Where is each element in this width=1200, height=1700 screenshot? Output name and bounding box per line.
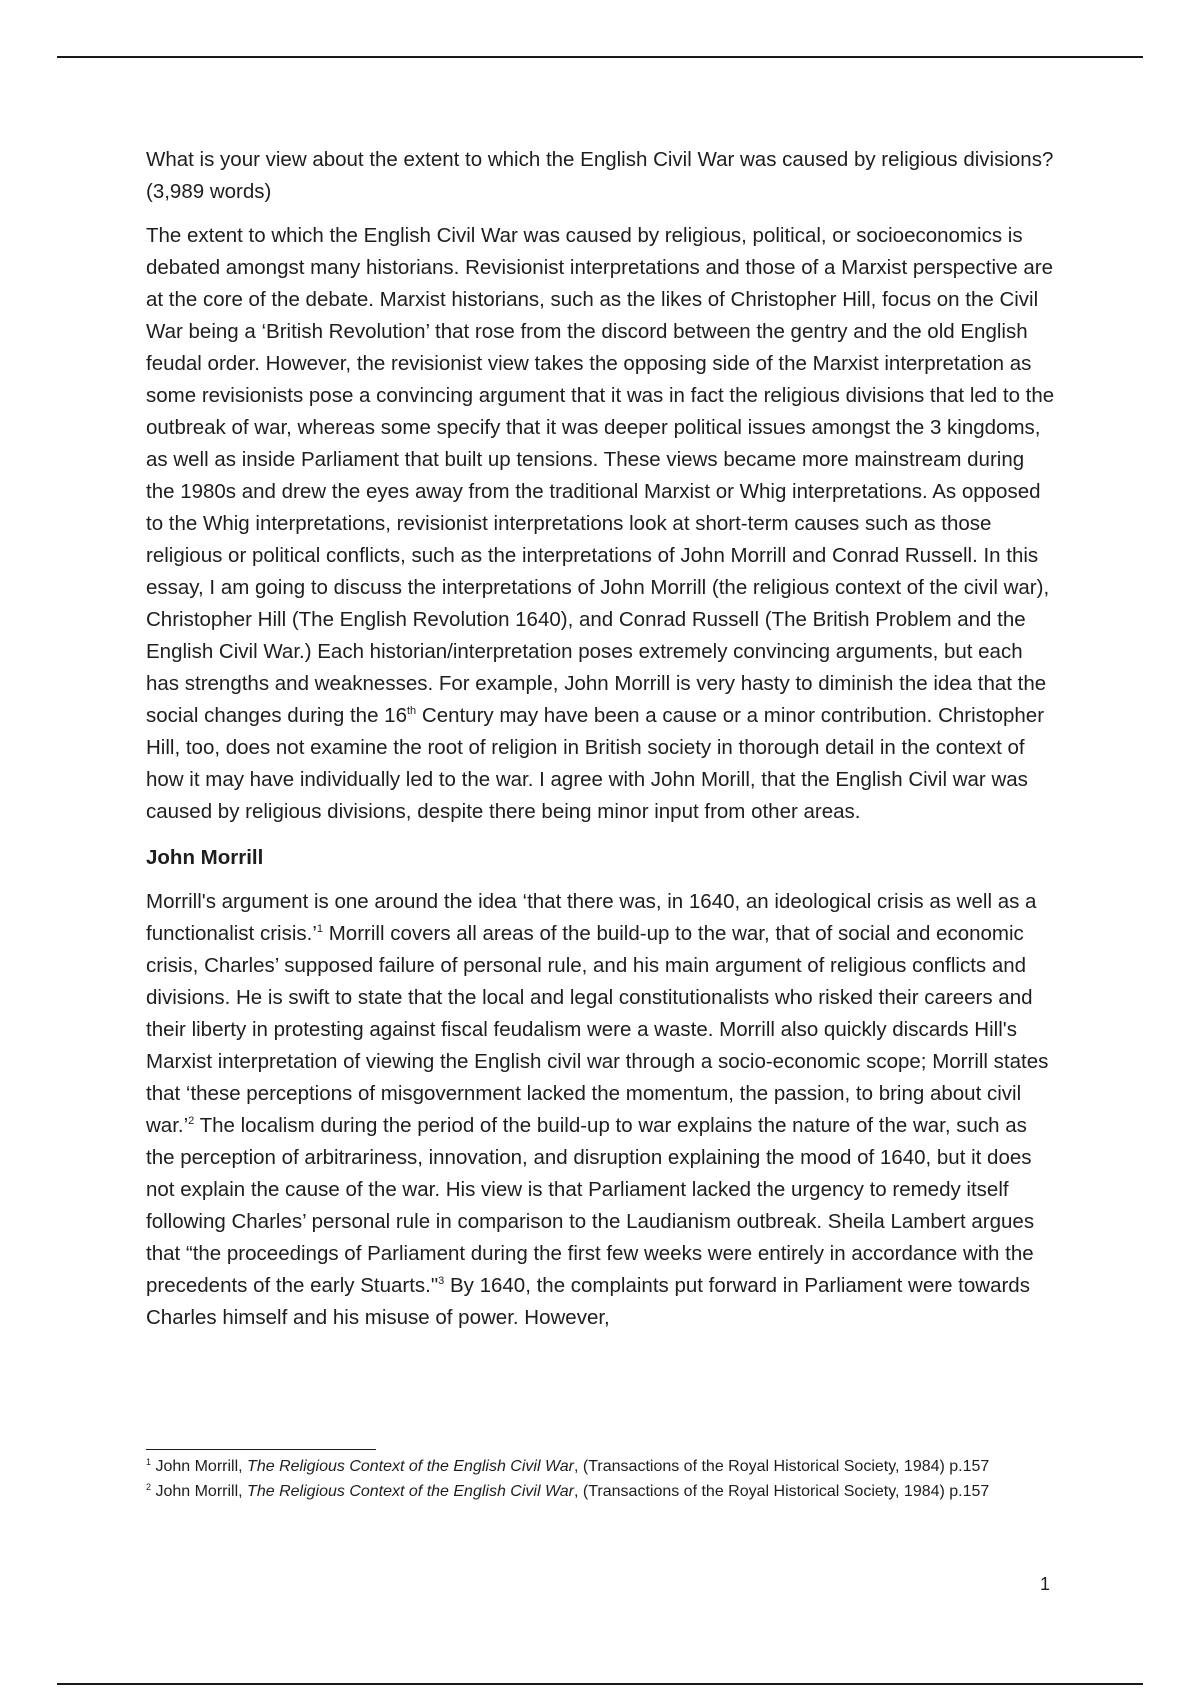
essay-question: What is your view about the extent to which the English Civil War was caused by religious divisions? (3,989 words) [146, 148, 1054, 203]
footnote-source: , (Transactions of the Royal Historical Society, 1984) p.157 [574, 1483, 990, 1500]
footer-rule [57, 1683, 1143, 1685]
morrill-text-4: By 1640, the complaints put forward in Parliament were towards Charles himself and his misuse of power. However, [146, 1274, 1030, 1329]
footnotes [146, 1454, 1058, 1504]
footnote [146, 1479, 1058, 1504]
footnote-separator [146, 1449, 376, 1450]
page-number: 1 [1040, 1574, 1051, 1594]
intro-paragraph [146, 220, 1058, 828]
morrill-text-2: Morrill covers all areas of the build-up to the war, that of social and economic crisis, Charles’ supposed failure of personal rule, and his main argument of religious conflicts and divisions. He is swift to state that the local and legal constitutionalists who risked their careers and their liberty in protesting against fiscal feudalism were a waste. Morrill also quickly discards Hill's Marxist interpretation of viewing the English civil war through a socio-economic scope; Morrill states that ‘these perceptions of misgovernment lacked the momentum, the passion, to bring about civil war.’ [146, 922, 1049, 1137]
footnote-mark: 1 [146, 1457, 152, 1467]
ordinal-suffix: th [407, 705, 417, 717]
header-rule [57, 56, 1143, 58]
footnote-ref-2[interactable]: 2 [188, 1115, 195, 1127]
page-body [146, 144, 1058, 1334]
intro-text-1: The extent to which the English Civil War was caused by religious, political, or socioeconomics is debated amongst many historians. Revisionist interpretations and those of a Marxist perspective are at the core of the debate. Marxist historians, such as the likes of Christopher Hill, focus on the Civil War being a ‘British Revolution’ that rose from the discord between the gentry and the old English feudal order. However, the revisionist view takes the opposing side of the Marxist interpretation as some revisionists pose a convincing argument that it was in fact the religious divisions that led to the outbreak of war, whereas some specify that it was deeper political issues amongst the 3 kingdoms, as well as inside Parliament that built up tensions. These views became more mainstream during the 1980s and drew the eyes away from the traditional Marxist or Whig interpretations. As opposed to the Whig interpretations, revisionist interpretations look at short-term causes such as those religious or political conflicts, such as the interpretations of John Morrill and Conrad Russell. In this essay, I am going to discuss the interpretations of John Morrill (the religious context of the civil war), Christopher Hill (The English Revolution 1640), and Conrad Russell (The British Problem and the English Civil War.) Each historian/interpretation poses extremely convincing arguments, but each has strengths and weaknesses. For example, John Morrill is very hasty to diminish the idea that the social changes during the 16 [146, 224, 1055, 727]
footnote-title: The Religious Context of the English Civil War [247, 1483, 575, 1500]
footnote-title: The Religious Context of the English Civil War [247, 1458, 575, 1475]
footnote-mark: 2 [146, 1482, 152, 1492]
section-heading: John Morrill [146, 846, 264, 869]
footnote-author: John Morrill, [151, 1458, 248, 1475]
morrill-paragraph [146, 886, 1058, 1334]
footnote [146, 1454, 1058, 1479]
morrill-text-3: The localism during the period of the build-up to war explains the nature of the war, such as the perception of arbitrariness, innovation, and disruption explaining the mood of 1640, but it does not explain the cause of the war. His view is that Parliament lacked the urgency to remedy itself following Charles’ personal rule in comparison to the Laudianism outbreak. Sheila Lambert argues that “the proceedings of Parliament during the first few weeks were entirely in accordance with the precedents of the early Stuarts." [146, 1114, 1035, 1297]
footnote-source: , (Transactions of the Royal Historical Society, 1984) p.157 [574, 1458, 990, 1475]
footnote-ref-3[interactable]: 3 [438, 1275, 445, 1287]
footnote-ref-1[interactable]: 1 [316, 923, 324, 935]
intro-text-2: Century may have been a cause or a minor contribution. Christopher Hill, too, does not examine the root of religion in British society in thorough detail in the context of how it may have individually led to the war. I agree with John Morill, that the English Civil war was caused by religious divisions, despite there being minor input from other areas. [146, 704, 1045, 823]
footnote-author: John Morrill, [151, 1483, 248, 1500]
morrill-text-1: Morrill's argument is one around the idea ‘that there was, in 1640, an ideological crisis as well as a functionalist crisis.’ [146, 890, 1037, 945]
